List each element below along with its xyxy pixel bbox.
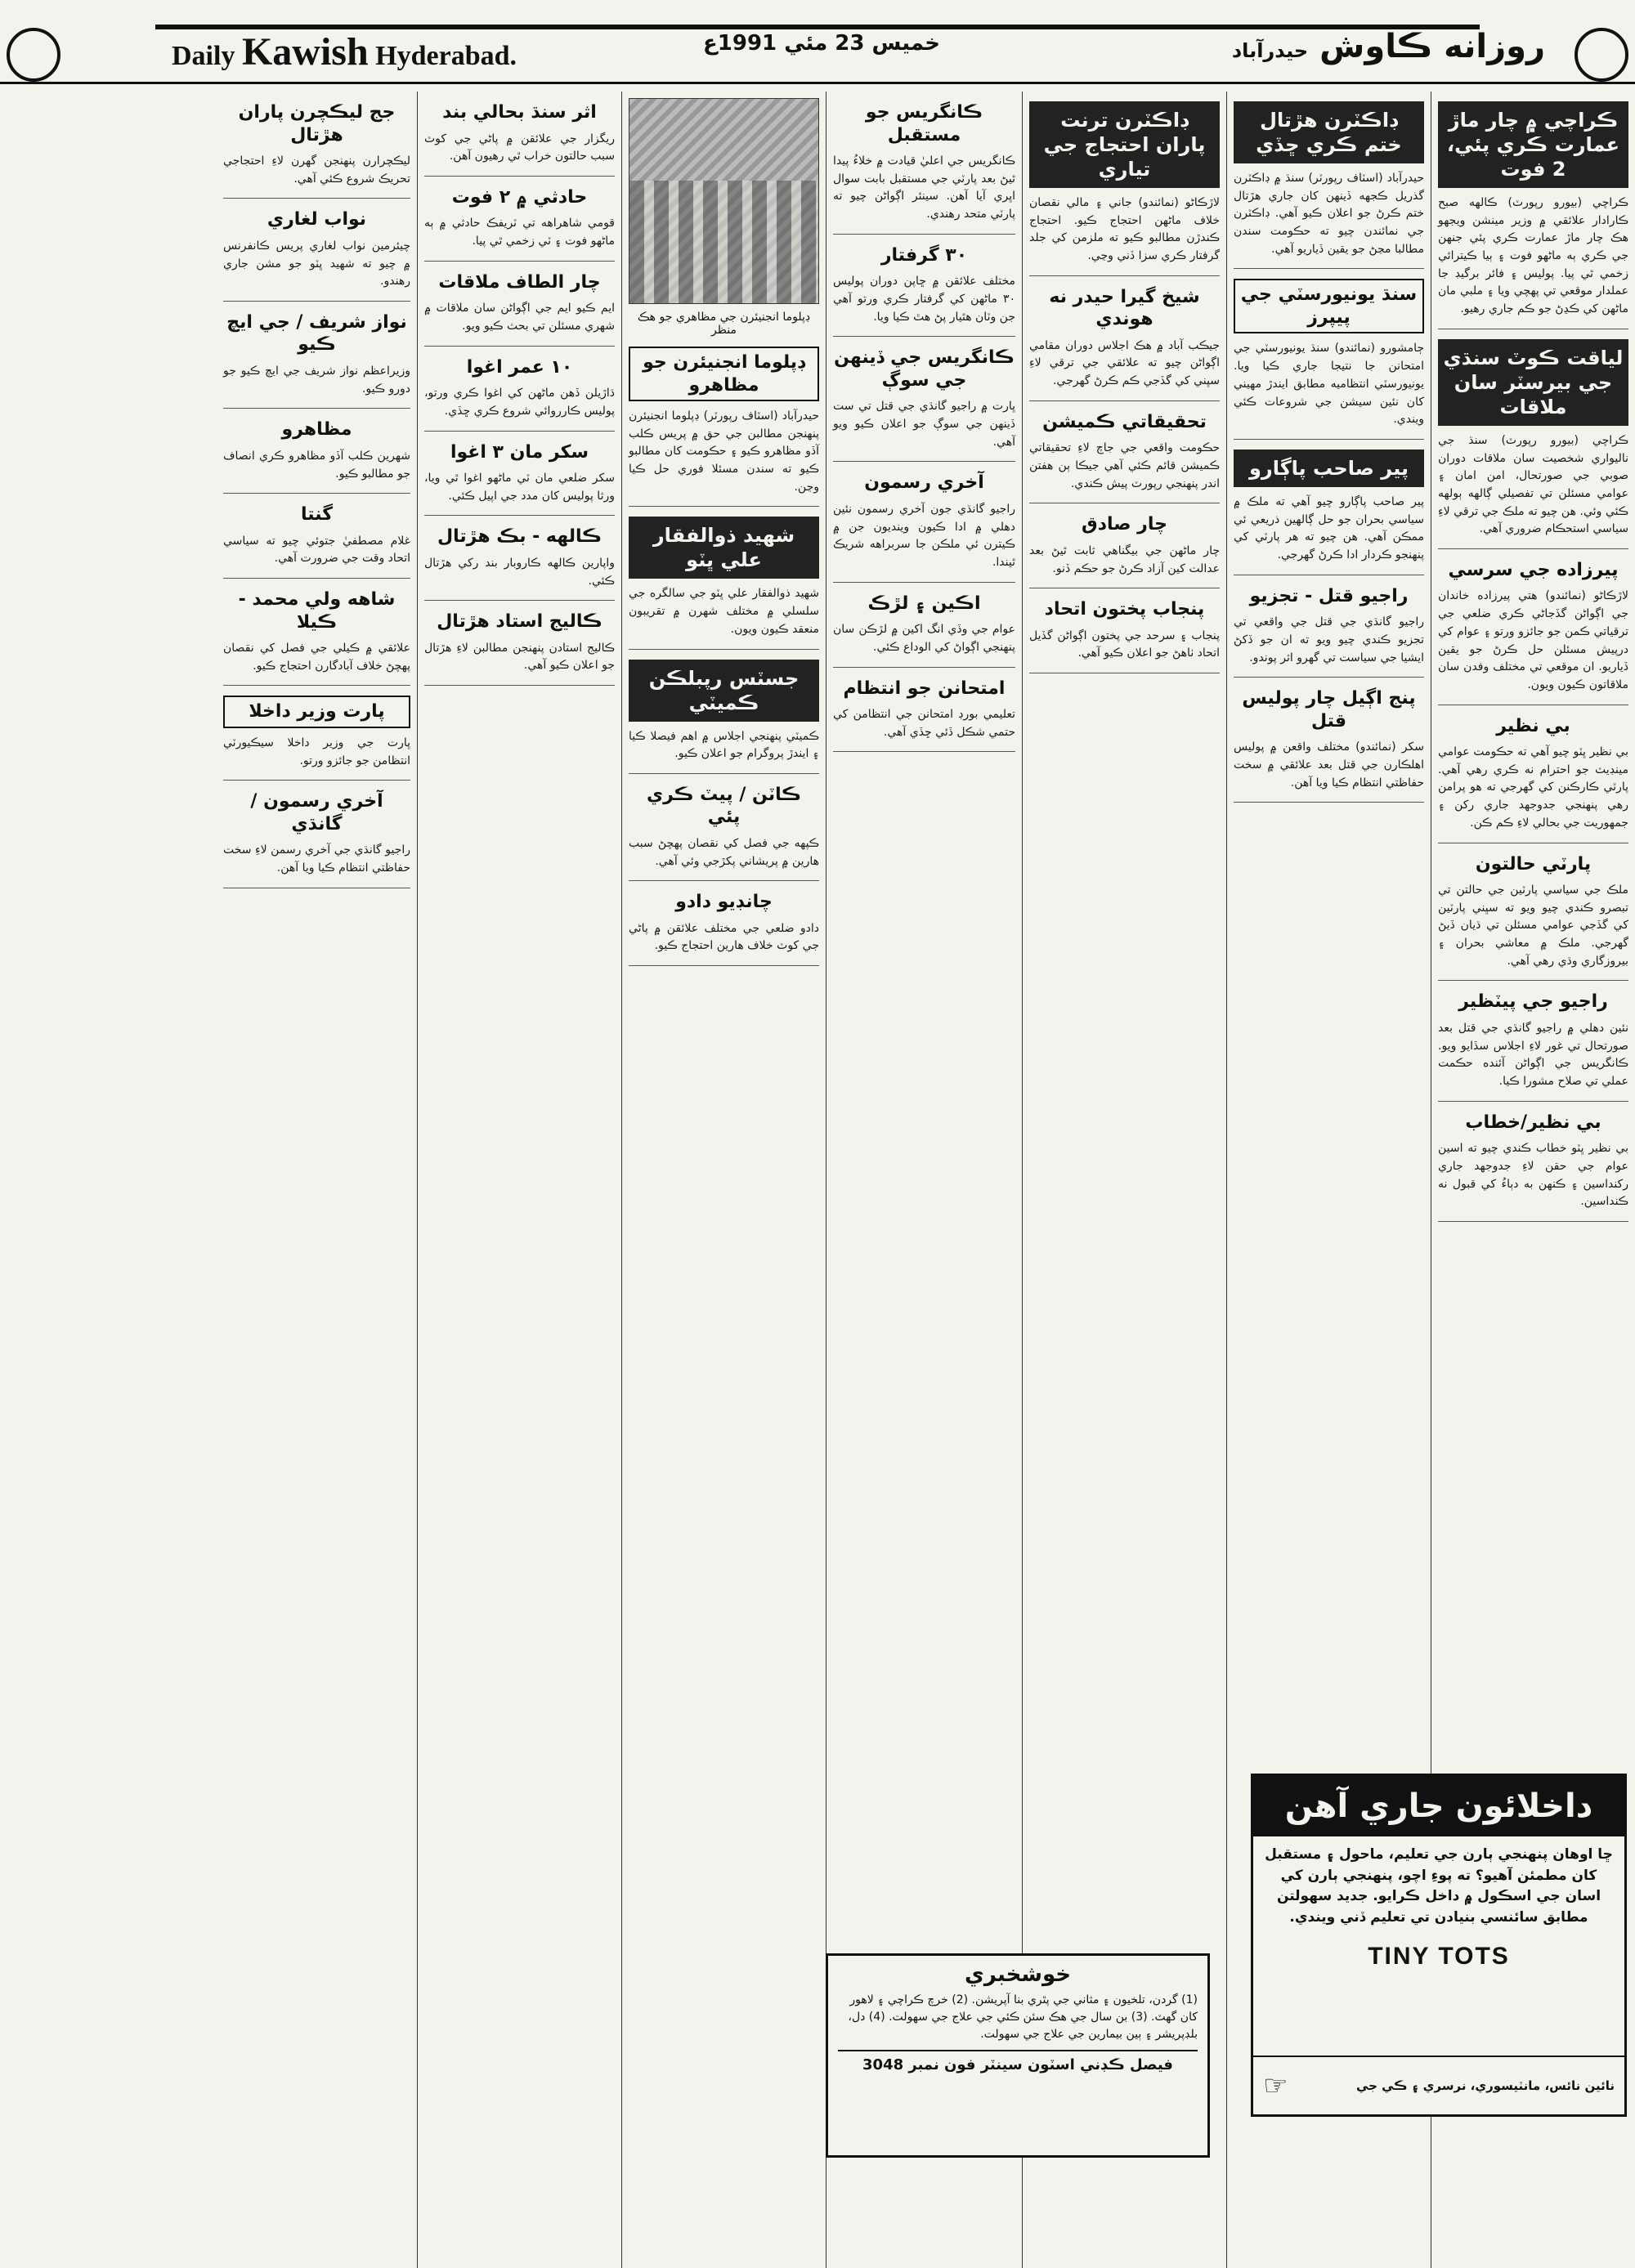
article-body: دادو ضلعي جي مختلف علائقن ۾ پاڻي جي کوٽ خلاف هارين احتجاج ڪيو. (629, 921, 819, 953)
article-body: پنجاب ۽ سرحد جي پختون اڳواڻن گڏيل اتحاد ٺاهڻ جو اعلان ڪيو آهي. (1029, 629, 1220, 660)
masthead (0, 0, 1635, 92)
article (223, 781, 410, 888)
article-headline: امتحانن جو انتظام (843, 678, 1006, 699)
article-headline: اڪين ۽ لڙڪ (867, 593, 981, 614)
article (424, 432, 615, 517)
article (223, 92, 410, 199)
sindhi-title (1232, 28, 1545, 65)
article-body: ڪراچي (بيورو رپورٽ) ڪالهه صبح ڪارادار علائقي ۾ وزير مينشن ويجهو هڪ چار ماڙ عمارت ڪري پئي جنهن جي ڪري ٻه ماڻهو فوت ۽ ٻيا ڪيترائي زخمي ٿي پيا. پوليس ۽ فائر برگيڊ جا عملدار موقعي تي پهچي ويا ۽ ملبي مان ماڻهن کي ڪڍڻ جو ڪم جاري رهيو. (1438, 196, 1628, 316)
article (629, 774, 819, 881)
article (424, 262, 615, 347)
news-photo (629, 98, 819, 304)
article-body: ڪپهه جي فصل کي نقصان پهچڻ سبب هارين ۾ پريشاني پکڙجي وئي آهي. (629, 836, 819, 868)
article (833, 337, 1015, 462)
article-headline: نواز شريف / جي ايچ ڪيو (226, 311, 407, 356)
article-headline: ڪاليج استاد هڙتال (437, 611, 602, 633)
article (1234, 92, 1424, 269)
article-body: وزيراعظم نواز شريف جي ايچ ڪيو جو دورو ڪيو. (223, 364, 410, 396)
article (1029, 401, 1220, 504)
masthead-bottom-rule (0, 82, 1635, 84)
sindhi-title-name: روزانه ڪاوش (1319, 28, 1545, 65)
article-body: ڪاليج استادن پنهنجن مطالبن لاءِ هڙتال جو اعلان ڪيو آهي. (424, 641, 615, 673)
article-headline: چانڊيو دادو (675, 892, 773, 913)
article-headline: نواب لغاري (267, 209, 367, 230)
ad-brand: TINY TOTS (1368, 1943, 1510, 1970)
article (629, 881, 819, 966)
article-headline: ڊپلوما انجنيئرن جو مظاهرو (629, 347, 819, 401)
article (424, 347, 615, 432)
article-headline: اثر سنڌ بحالي بند (442, 102, 597, 123)
article (629, 337, 819, 507)
article (1438, 549, 1628, 705)
article-headline: آخري رسمون (864, 472, 984, 494)
article-body: ليڪچرارن پنهنجن گهرن لاءِ احتجاجي تحريڪ شروع ڪئي آهي. (223, 154, 410, 186)
article (424, 601, 615, 686)
article-headline: جسٽس رپبلڪن ڪميٽي (629, 660, 819, 722)
article-body: چار ماڻهن جي بيگناهي ثابت ٿيڻ بعد عدالت کين آزاد ڪرڻ جو حڪم ڏنو. (1029, 544, 1220, 575)
article (1234, 440, 1424, 575)
article-body: نئين دهلي ۾ راجيو گانڌي جي قتل بعد صورتحال تي غور لاءِ اجلاس سڏايو ويو. ڪانگريس جي اڳواڻن آئنده حڪمت عملي تي صلاح مشورا ڪيا. (1438, 1021, 1628, 1088)
clinic-ad-title: خوشخبري (965, 1962, 1071, 1987)
article-body: تعليمي بورڊ امتحانن جي انتظامن کي حتمي شڪل ڏئي ڇڏي آهي. (833, 708, 1015, 739)
article (1029, 588, 1220, 673)
article (833, 462, 1015, 582)
english-title (172, 29, 517, 74)
article (223, 409, 410, 494)
article-body: جيڪب آباد ۾ هڪ اجلاس دوران مقامي اڳواڻن چيو ته علائقي جي ترقي لاءِ سڀني کي گڏجي ڪم ڪرڻ گهرجي. (1029, 338, 1220, 388)
article (1029, 503, 1220, 588)
article-headline: شهيد ذوالفقار علي ڀٽو (629, 517, 819, 579)
article-headline: ڪالهه - بڪ هڙتال (437, 526, 602, 548)
article-body: بي نظير ڀٽو چيو آهي ته حڪومت عوامي مينڊيٽ جو احترام نه ڪري رهي آهي. پارٽي ڪارڪنن کي گهرجي ته هو پرامن رهي پنهنجي جدوجهد جاري رکن ۽ جمهوريت جي بحالي لاءِ ڪم ڪن. (1438, 745, 1628, 830)
article-body: بي نظير ڀٽو خطاب ڪندي چيو ته اسين عوام جي حقن لاءِ جدوجهد جاري رکنداسين ۽ ڪنهن به دٻاءُ کي قبول نه ڪنداسين. (1438, 1142, 1628, 1209)
article-headline: جج ليڪچرن پاران هڙتال (238, 102, 396, 145)
article-headline: ڪانگريس جي ڏينهن جي سوڳ (834, 347, 1015, 391)
title-prefix: Daily (172, 41, 235, 71)
article (1029, 276, 1220, 401)
article-headline: بي نظير (1496, 715, 1570, 736)
ad-footer-text: نائين نائس، مانٽيسوري، نرسري ۽ ڪي جي (1355, 2078, 1615, 2093)
article-body: ڀارت ۾ راجيو گانڌي جي قتل تي ست ڏينهن جي سوڳ جو اعلان ڪيو ويو آهي. (833, 400, 1015, 449)
article (1234, 678, 1424, 803)
column-7 (217, 92, 417, 2268)
article-body: ڪراچي (بيورو رپورٽ) سنڌ جي ناليواري شخصيت سان ملاقات دوران صوبي جي صورتحال، امن امان ۽ عوامي مسئلن تي تفصيلي ڳالهه ٻولهه ڪئي وئي. هن چيو ته ملڪ جي ترقي لاءِ سياسي استحڪام ضروري آهي. (1438, 433, 1628, 536)
article-body: پير صاحب پاڳارو چيو آهي ته ملڪ ۾ سياسي بحران جو حل ڳالهين ذريعي ئي ممڪن آهي. هن چيو ته هر پارٽي کي پنهنجو ڪردار ادا ڪرڻ گهرجي. (1234, 494, 1424, 561)
article-headline: ڊاڪٽرن ترنت پاران احتجاج جي تياري (1029, 101, 1220, 188)
article (424, 516, 615, 601)
article-headline: راجيو قتل - تجزيو (1249, 585, 1409, 606)
article-headline: مظاهرو (281, 419, 352, 441)
photo-caption: ڊپلوما انجنيئرن جي مظاهري جو هڪ منظر (637, 311, 811, 337)
article-headline: چار الطاف ملاقات (438, 271, 601, 293)
column-4 (826, 92, 1022, 2268)
article-body: ڪانگريس جي اعليٰ قيادت ۾ خلاءُ پيدا ٿيڻ بعد پارٽي جي مستقبل بابت سوال اڀري آيا آهن. سينئر اڳواڻن چيو ته پارٽي متحد رهندي. (833, 154, 1015, 221)
article-headline: سکر مان ٣ اغوا (450, 441, 589, 463)
article-body: حيدرآباد (اسٽاف رپورٽر) ڊپلوما انجنيئرن پنهنجن مطالبن جي حق ۾ پريس ڪلب آڏو مظاهرو ڪيو ۽ حڪومت کان مطالبو ڪيو ته سندن مسئلا فوري حل ڪيا وڃن. (629, 409, 819, 494)
article-headline: آخري رسمون / گانڌي (250, 791, 383, 834)
article (1234, 575, 1424, 678)
article (223, 199, 410, 302)
article-headline: سنڌ يونيورسٽي جي پيپرز (1234, 279, 1424, 333)
article (223, 579, 410, 686)
article-headline: چار صادق (1082, 514, 1167, 535)
article (1438, 92, 1628, 329)
ad-footer (1253, 2056, 1624, 2114)
article (833, 92, 1015, 235)
article-body: ڄامشورو (نمائندو) سنڌ يونيورسٽي جي امتحانن جا نتيجا جاري ڪيا ويا. يونيورسٽي انتظاميه مطابق ايندڙ مهيني کان نئين سيشن جي شروعات ڪئي ويندي. (1234, 342, 1424, 427)
article-body: لاڙڪاڻو (نمائندو) هتي پيرزاده خاندان جي اڳواڻن گڏجاڻي ڪري ضلعي جي ترقياتي ڪمن جو جائزو ورتو ۽ عوام کي درپيش مسئلن حل ڪرڻ جو يقين ڏياريو. ان موقعي تي مختلف وفدن سان ملاقاتون ڪيون ويون. (1438, 589, 1628, 691)
article (223, 494, 410, 579)
article-headline: ڊاڪٽرن هڙتال ختم ڪري ڇڏي (1234, 101, 1424, 163)
article-body: سکر (نمائندو) مختلف واقعن ۾ پوليس اهلڪارن جي قتل بعد علائقي ۾ سخت حفاظتي انتظام ڪيا ويا آهن. (1234, 740, 1424, 790)
article (223, 686, 410, 781)
pointing-hand-icon: ☞ (1263, 2069, 1288, 2102)
article-body: راجيو گانڌي جي آخري رسمن لاءِ سخت حفاظتي انتظام ڪيا ويا آهن. (223, 843, 410, 875)
article-body: قومي شاهراهه تي ٽريفڪ حادثي ۾ ٻه ماڻهو فوت ۽ ٽي زخمي ٿي پيا. (424, 217, 615, 248)
article-body: شهيد ذوالفقار علي ڀٽو جي سالگره جي سلسلي ۾ مختلف شهرن ۾ تقريبون منعقد ڪيون ويون. (629, 587, 819, 636)
article-body: راجيو گانڌي جي قتل جي واقعي تي تجزيو ڪندي چيو ويو ته ان جو ڏکڻ ايشيا جي سياست تي گهرو اثر پوندو. (1234, 615, 1424, 664)
article-body: ايم ڪيو ايم جي اڳواڻن سان ملاقات ۾ شهري مسئلن تي بحث ڪيو ويو. (424, 302, 615, 333)
article-headline: ڪراچي ۾ چار ماڙ عمارت ڪري پئي، 2 فوت (1438, 101, 1628, 188)
article-body: شهرين ڪلب آڏو مظاهرو ڪري انصاف جو مطالبو ڪيو. (223, 449, 410, 481)
article (1438, 843, 1628, 982)
article-headline: ڪاٽن / پيٽ ڪري پئي (647, 784, 801, 828)
article-body: ڀارت جي وزير داخلا سيڪيورٽي انتظامن جو جائزو ورتو. (223, 736, 410, 767)
article-body: راجيو گانڌي جون آخري رسمون نئين دهلي ۾ ادا ڪيون وينديون جن ۾ ڪيترن ئي ملڪن جا سربراهه شريڪ ٿيندا. (833, 502, 1015, 569)
article-headline: راجيو جي پيٽظير (1458, 991, 1608, 1013)
article-body: لاڙڪاڻو (نمائندو) جاني ۽ مالي نقصان خلاف ماڻهن احتجاج ڪيو. احتجاج ڪندڙن مطالبو ڪيو ته ملزمن کي جلد گرفتار ڪري سزا ڏني وڃي. (1029, 196, 1220, 263)
article-body: حيدرآباد (اسٽاف رپورٽر) سنڌ ۾ ڊاڪٽرن گذريل ڪجهه ڏينهن کان جاري هڙتال ختم ڪرڻ جو اعلان ڪيو آهي. ڊاڪٽرن جي نمائندن چيو ته حڪومت سندن مطالبا مڃڻ جو يقين ڏياريو آهي. (1234, 172, 1424, 256)
article-headline: پيرزاده جي سرسي (1448, 559, 1619, 580)
article-body: عوام جي وڏي انگ اکين ۾ لڙڪن سان پنهنجي اڳواڻ کي الوداع ڪئي. (833, 623, 1015, 654)
photo-crowd-image (629, 181, 818, 303)
article-body: ريگزار جي علائقن ۾ پاڻي جي کوٽ سبب حالتون خراب ٿي رهيون آهن. (424, 132, 615, 163)
column-5 (621, 92, 826, 2268)
article (1438, 1102, 1628, 1222)
title-name: Kawish (241, 30, 369, 74)
clinic-ad (826, 1953, 1210, 2158)
sindhi-title-city: حيدرآباد (1231, 39, 1309, 62)
article-body: چيئرمين نواب لغاري پريس ڪانفرنس ۾ چيو ته شهيد ڀٽو جو مشن جاري رهندو. (223, 239, 410, 289)
article-body: غلام مصطفيٰ جتوئي چيو ته سياسي اتحاد وقت جي ضرورت آهي. (223, 534, 410, 566)
article-body: علائقي ۾ ڪيلي جي فصل کي نقصان پهچڻ خلاف آبادگارن احتجاج ڪيو. (223, 642, 410, 673)
article (223, 302, 410, 409)
article-headline: لياقت ڪوٽ سنڌي جي بيرسٽر سان ملاقات (1438, 339, 1628, 426)
article (629, 507, 819, 649)
article-headline: تحقيقاتي ڪميشن (1042, 411, 1207, 432)
article-headline: شيخ گيرا حيدر نه هوندي (1049, 286, 1200, 330)
article-headline: پنجاب پختون اتحاد (1044, 599, 1205, 620)
article-headline: حادثي ۾ ٢ فوت (451, 186, 588, 208)
article (833, 235, 1015, 338)
article-headline: ١٠ عمر اغوا (466, 356, 573, 378)
article-headline: پارٽي حالتون (1475, 853, 1592, 875)
article-headline: ڪانگريس جو مستقبل (865, 102, 983, 145)
ad-body: ڇا اوهان پنهنجي ٻارن جي تعليم، ماحول ۽ مستقبل کان مطمئن آهيو؟ ته پوءِ اچو، پنهنجي ٻارن کي اسان جي اسڪول ۾ داخل ڪرايو. جديد سهولتن مطابق سائنسي بنيادن تي تعليم ڏني ويندي. (1265, 1846, 1613, 1926)
title-city: Hyderabad. (375, 41, 517, 71)
article-body: سکر ضلعي مان ٽي ماڻهو اغوا ٿي ويا، ورثا پوليس کان مدد جي اپيل ڪئي. (424, 472, 615, 503)
article (1029, 92, 1220, 276)
article-body: ڪميٽي پنهنجي اجلاس ۾ اهم فيصلا ڪيا ۽ ايندڙ پروگرام جو اعلان ڪيو. (629, 729, 819, 761)
article (629, 650, 819, 774)
column-6 (417, 92, 621, 2268)
article (424, 92, 615, 177)
article-body: ڌاڙيلن ڏهن ماڻهن کي اغوا ڪري ورتو، پوليس ڪارروائي شروع ڪري ڇڏي. (424, 387, 615, 418)
clinic-ad-footer: فيصل ڪڊني اسٽون سينٽر فون نمبر 3048 (838, 2050, 1198, 2073)
article (424, 177, 615, 262)
article-headline: بي نظير/خطاب (1465, 1112, 1601, 1133)
article-body: مختلف علائقن ۾ ڇاپن دوران پوليس ٣٠ ماڻهن کي گرفتار ڪري ورتو آهي جن وٽان هٿيار پڻ هٿ ڪيا ويا. (833, 275, 1015, 324)
column-3 (1022, 92, 1226, 2268)
circle-ornament-icon (7, 28, 60, 82)
ad-title: داخلائون جاري آهن (1253, 1776, 1624, 1836)
article-headline: گنتا (300, 504, 333, 526)
article-body: ملڪ جي سياسي پارٽين جي حالتن تي تبصرو ڪندي چيو ويو ته سڀني پارٽين کي گڏجي عوامي مسئلن تي ڌيان ڏيڻ گهرجي. ملڪ ۾ معاشي بحران ۽ بيروزگاري وڌي رهي آهي. (1438, 883, 1628, 968)
article (1438, 981, 1628, 1101)
issue-date: خميس 23 مئي 1991ع (703, 31, 941, 56)
article-headline: پارت وزير داخلا (223, 696, 410, 728)
school-admission-ad (1251, 1774, 1627, 2117)
article (1438, 329, 1628, 549)
article-body: واپارين ڪالهه ڪاروبار بند رکي هڙتال ڪئي. (424, 556, 615, 588)
article (833, 668, 1015, 753)
article-headline: پير صاحب پاڳارو (1234, 450, 1424, 487)
circle-ornament-icon (1575, 28, 1628, 82)
clinic-ad-body: (1) گردن، تلخيون ۽ مثاني جي پٿري بنا آپريشن. (2) خرچ ڪراچي ۽ لاهور کان گهٽ. (3) بن سال جي هڪ سئن ڪئي جي علاج جي سهولت. (4) دل، بلڊپريشر ۽ ٻين بيمارين جي علاج جي سهولت. (848, 1993, 1198, 2041)
article-headline: شاهه ولي محمد - ڪيلا (238, 589, 396, 633)
article (1234, 269, 1424, 439)
article (1438, 705, 1628, 843)
article (833, 583, 1015, 668)
article-headline: پنج اڳيل چار پوليس قتل (1242, 688, 1416, 731)
article-body: حڪومت واقعي جي جاچ لاءِ تحقيقاتي ڪميشن قائم ڪئي آهي جيڪا ٻن هفتن اندر پنهنجي رپورٽ پيش ڪندي. (1029, 441, 1220, 490)
article-headline: ٣٠ گرفتار (880, 244, 968, 266)
